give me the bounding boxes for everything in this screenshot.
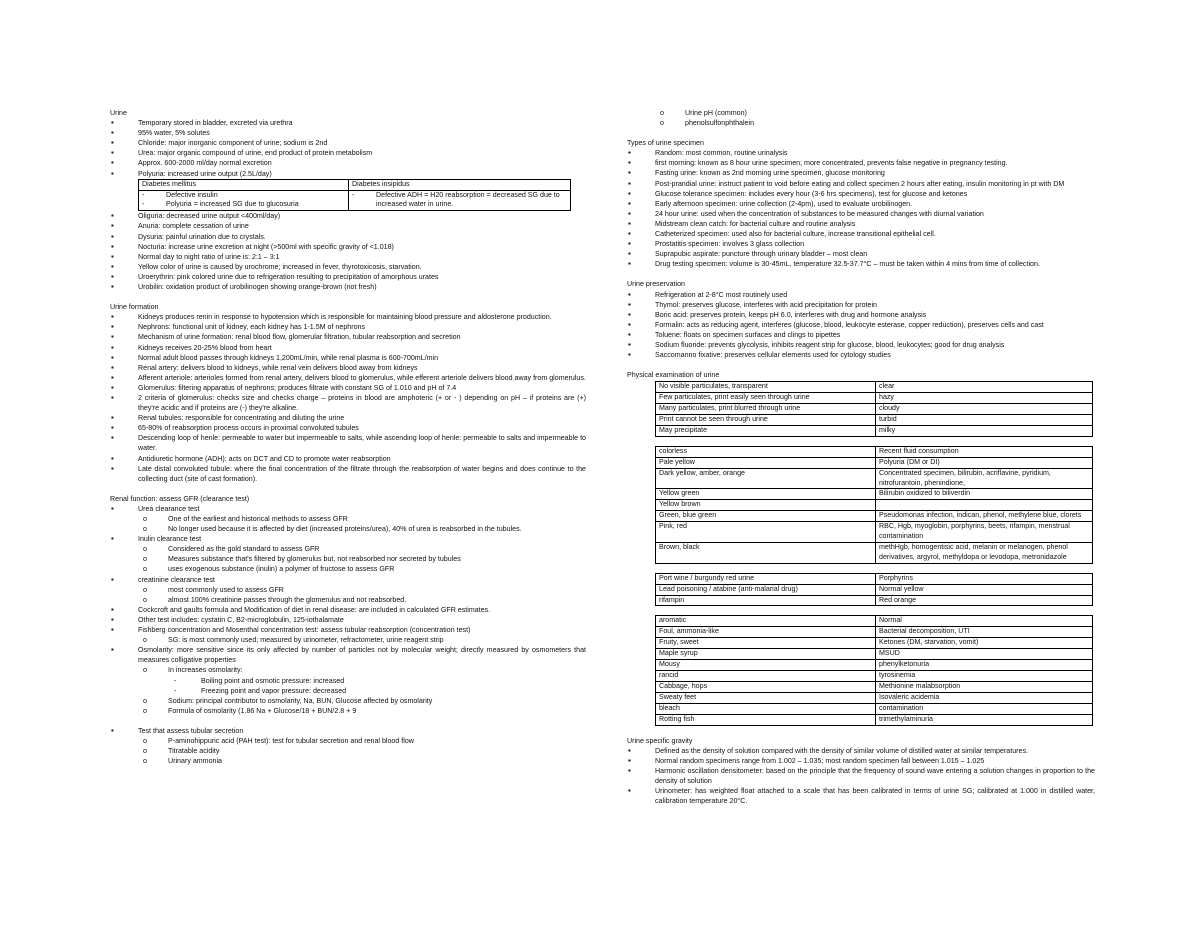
sub-sub-item: - Boiling point and osmotic pressure: increased [110,676,586,686]
table-cell: - Defective insulin - Polyuria = increased SG due to glucosuria [139,190,349,211]
sub-item: o phenolsulfonphthalein [627,118,1095,128]
list-item: ▪ Approx. 600-2000 ml/day normal excretion [110,158,586,168]
list-item: ▪ creatinine clearance test [110,575,586,585]
list-item: ▪ 2 criteria of glomerulus: checks size and checks charge – proteins in blood are amphoteric (+ or - ) depending on pH – if proteins are (+) they're acidic and if proteins are (-) they're alkaline. [110,393,586,413]
urine-list [110,118,586,179]
sub-item: o Sodium: principal contributor to osmolarity, Na, BUN, Glucose affected by osmolarity [110,696,586,706]
sub-item: o Formula of osmolarity (1.86 Na + Glucose/18 + BUN/2.8 + 9 [110,706,586,716]
color2-table [655,573,1093,607]
list-item: ▪ Test that assess tubular secretion [110,726,586,736]
table-cell: Maple syrup [656,649,876,660]
list-item: ▪ Glomerulus: filtering apparatus of nephrons; produces filtrate with constant SG of 1.010 and pH of 7.4 [110,383,586,393]
sub-item: o One of the earliest and historical methods to assess GFR [110,514,586,524]
table-cell: colorless [656,446,876,457]
sub-item: o SG: is most commonly used; measured by urinometer, refractometer, urine reagent strip [110,635,586,645]
table-cell: Brown, black [656,542,876,563]
specimen-list [627,148,1095,269]
sub-item: o Urinary ammonia [110,756,586,766]
table-cell: Rotting fish [656,714,876,725]
left-column [110,108,586,766]
list-item: ▪ Osmolarity: more sensitive since its only affected by number of particles not by molecular weight; directly measured by osmometers that measures colligative properties [110,645,586,665]
table-cell: turbid [876,414,1093,425]
table-cell: Many particulates, print blurred through urine [656,404,876,415]
list-item: ▪ Boric acid: preserves protein, keeps pH 6.0, interferes with drug and hormone analysis [627,310,1095,320]
list-item: ▪ Urea: major organic compound of urine, end product of protein metabolism [110,148,586,158]
table-cell: - Defective ADH = H20 reabsorption = decreased SG due to increased water in urine. [349,190,571,211]
table-cell: contamination [876,703,1093,714]
table-header: Diabetes insipidus [349,179,571,190]
list-item: ▪ first morning: known as 8 hour urine specimen; more concentrated, prevents false negative in pregnancy testing. [627,158,1095,168]
list-item: ▪ Normal day to night ratio of urine is: 2:1 – 3:1 [110,252,586,262]
list-item: ▪ Formalin: acts as reducing agent, interferes (glucose, blood, leukocyte esterase, copper reduction), preserves cells and cast [627,320,1095,330]
table-cell: MSUD [876,649,1093,660]
list-item: ▪ Kidneys produces renin in response to hypotension which is responsible for maintaining blood pressure and aldosterone production. [110,312,586,322]
list-item: ▪ Fishberg concentration and Mosenthal concentration test: assess tubular reabsorption (concentration test) [110,625,586,635]
sub-item: o almost 100% creatinine passes through the glomerulus and not reabsorbed. [110,595,586,605]
list-item: ▪ Midstream clean catch: for bacterial culture and routine analysis [627,219,1095,229]
table-cell: Yellow brown [656,500,876,511]
urine-list-2 [110,211,586,292]
list-item: ▪ Urea clearance test [110,504,586,514]
table-row [656,414,1093,425]
table-cell: rancid [656,671,876,682]
sub-item: o most commonly used to assess GFR [110,585,586,595]
list-item: ▪ Yellow color of urine is caused by urochrome; increased in fever, thyrotoxicosis, starvation. [110,262,586,272]
table-row [656,595,1093,606]
table-cell: bleach [656,703,876,714]
list-item: ▪ Oliguria: decreased urine output <400ml/day) [110,211,586,221]
list-item: ▪ 24 hour urine: used when the concentration of substances to be measured changes with diurnal variation [627,209,1095,219]
table-row [656,703,1093,714]
section-heading-formation: Urine formation [110,303,159,312]
list-item: ▪ Early afternoon specimen: urine collection (2-4pm), used to evaluate urobilinogen. [627,199,1095,209]
table-cell: Bilirubin oxidized to biliverdin [876,489,1093,500]
table-row [656,522,1093,543]
table-row [656,542,1093,563]
list-item: ▪ Chloride: major inorganic component of urine; sodium is 2nd [110,138,586,148]
table-cell: Normal yellow [876,584,1093,595]
table-row [656,573,1093,584]
list-item: ▪ Toluene: floats on specimen surfaces and clings to pipettes [627,330,1095,340]
sub-item: o Titratable acidity [110,746,586,756]
table-row [656,489,1093,500]
list-item: ▪ Descending loop of henle: permeable to water but impermeable to salts, while ascending loop of henle: permeable to salts and impermeable to water. [110,433,586,453]
sub-sub-item: - Freezing point and vapor pressure: decreased [110,686,586,696]
section-heading-renal: Renal function: assess GFR (clearance test) [110,494,250,503]
list-item: ▪ Afferent arteriole: arterioles formed from renal artery, delivers blood to glomerulus, while efferent arteriole delivers blood away from glomerulus. [110,373,586,383]
sub-item: o Considered as the gold standard to assess GFR [110,544,586,554]
table-cell: Few particulates, print easily seen through urine [656,393,876,404]
list-item: ▪ Fasting urine: known as 2nd morning urine specimen, glucose monitoring [627,168,1095,178]
list-item: ▪ Dysuria: painful urination due to crystals. [110,232,586,242]
diabetes-table [138,179,571,212]
renal-list [110,504,586,716]
formation-list [110,312,586,484]
tubular-list [110,726,586,766]
table-cell: Normal [876,616,1093,627]
table-cell: Cabbage, hops [656,681,876,692]
section-heading-sg: Urine specific gravity [627,736,693,745]
table-cell: Red orange [876,595,1093,606]
list-item: ▪ Uroerythrin: pink colored urine due to refrigeration resulting to precipitation of amorphous urates [110,272,586,282]
table-cell: tyrosinemia [876,671,1093,682]
list-item: ▪ Renal tubules: responsible for concentrating and diluting the urine [110,413,586,423]
table-row [656,393,1093,404]
list-item: ▪ Other test includes: cystatin C, B2-microglobulin, 125-iothalamate [110,615,586,625]
table-cell: Print cannot be seen through urine [656,414,876,425]
right-top-list [627,108,1095,128]
list-item: ▪ Late distal convoluted tubule: where the final concentration of the filtrate through the reabsorption of water begins and does continue to the collecting duct (site of cast formation). [110,464,586,484]
list-item: ▪ Harmonic oscillation densitometer: based on the principle that the frequency of sound wave entering a solution changes in proportion to the density of solution [627,766,1095,786]
list-item: ▪ 65-80% of reabsorption process occurs in proximal convoluted tubules [110,423,586,433]
table-row [656,671,1093,682]
section-heading-physical: Physical examination of urine [627,371,720,380]
list-item: ▪ Kidneys receives 20-25% blood from heart [110,343,586,353]
table-cell: Pale yellow [656,457,876,468]
table-cell: Isovaleric acidemia [876,692,1093,703]
table-cell: aromatic [656,616,876,627]
table-cell: clear [876,382,1093,393]
table-cell: rifampin [656,595,876,606]
table-cell: Recent fluid consumption [876,446,1093,457]
list-item: ▪ Anuria: complete cessation of urine [110,221,586,231]
cell-text: Defective ADH = H20 reabsorption = decreased SG due to increased water in urine. [376,190,560,209]
table-cell: Methionine malabsorption [876,681,1093,692]
table-cell: Port wine / burgundy red urine [656,573,876,584]
table-cell: milky [876,425,1093,436]
table-row [656,500,1093,511]
odor-table [655,615,1093,725]
table-cell: Polyuria (DM or DI) [876,457,1093,468]
table-cell: RBC, Hgb, myoglobin, porphyrins, beets, rifampin, menstrual contamination [876,522,1093,543]
table-cell: Yellow green [656,489,876,500]
list-item: ▪ Inulin clearance test [110,534,586,544]
table-row [656,714,1093,725]
list-item: ▪ Post-prandial urine: instruct patient to void before eating and collect specimen 2 hours after eating, insulin monitoring in pt with DM [627,179,1095,189]
table-cell: hazy [876,393,1093,404]
table-row [656,627,1093,638]
list-item: ▪ 95% water, 5% solutes [110,128,586,138]
list-item: ▪ Nocturia: increase urine excretion at night (>500ml with specific gravity of <1.018) [110,242,586,252]
list-item: ▪ Catheterized specimen: used also for bacterial culture, increase transitional epithelial cell. [627,229,1095,239]
list-item: ▪ Defined as the density of solution compared with the density of similar volume of distilled water at similar temperatures. [627,746,1095,756]
list-item: ▪ Prostatitis specimen: involves 3 glass collection [627,239,1095,249]
table-row [656,404,1093,415]
sg-list [627,746,1095,807]
right-column [627,108,1095,806]
table-cell: Green, blue green [656,511,876,522]
list-item: ▪ Sodium fluoride: prevents glycolysis, inhibits reagent strip for glucose, blood, leukocytes; good for drug analysis [627,340,1095,350]
list-item: ▪ Glucose tolerance specimen: includes every hour (3-6 hrs specimens), test for glucose and ketones [627,189,1095,199]
table-row [656,468,1093,489]
table-cell: Porphyrins [876,573,1093,584]
list-item: ▪ Mechanism of urine formation: renal blood flow, glomerular filtration, tubular reabsorption and secretion [110,332,586,342]
section-heading-urine: Urine [110,109,127,117]
table-row [656,382,1093,393]
table-row [656,660,1093,671]
list-item: ▪ Polyuria: increased urine output (2.5L/day) [110,169,586,179]
list-item: ▪ Random: most common, routine urinalysis [627,148,1095,158]
sub-item: o Urine pH (common) [627,108,1095,118]
list-item: ▪ Urobilin: oxidation product of urobilinogen showing orange-brown (not fresh) [110,282,586,292]
list-item: ▪ Thymol: preserves glucose, interferes with acid precipitation for protein [627,300,1095,310]
table-cell: cloudy [876,404,1093,415]
table-cell: phenylketonuria [876,660,1093,671]
table-row [656,649,1093,660]
list-item: ▪ Normal adult blood passes through kidneys 1,200mL/min, while renal plasma is 600-700mL/min [110,353,586,363]
section-heading-preservation: Urine preservation [627,280,685,289]
table-cell: Lead poisoning / atabine (anti-malarial drug) [656,584,876,595]
table-row [656,511,1093,522]
table-cell: Mousy [656,660,876,671]
table-cell: Dark yellow, amber, orange [656,468,876,489]
table-cell: Foul, ammonia-like [656,627,876,638]
list-item: ▪ Antidiuretic hormone (ADH): acts on DCT and CD to promote water reabsorption [110,454,586,464]
list-item: ▪ Renal artery: delivers blood to kidneys, while renal vein delivers blood away from kidneys [110,363,586,373]
sub-item: o uses exogenous substance (inulin) a polymer of fructose to assess GFR [110,564,586,574]
table-row [656,425,1093,436]
table-row [656,681,1093,692]
table-row [656,457,1093,468]
table-cell: methHgb, homogentisic acid, melanin or melanogen, phenol derivatives, argyrol, methyldopa or levodopa, metronidazole [876,542,1093,563]
sub-item: o No longer used because it is affected by diet (increased proteins/urea), 40% of urea is reabsorbed in the tubules. [110,524,586,534]
list-item: ▪ Drug testing specimen: volume is 30-45mL, temperature 32.5-37.7°C – must be taken within 4 mins from time of collection. [627,259,1095,269]
cell-text: Defective insulin [166,190,218,199]
table-cell: Fruity, sweet [656,638,876,649]
table-cell: Bacterial decomposition, UTI [876,627,1093,638]
table-cell: Pink, red [656,522,876,543]
preservation-list [627,290,1095,361]
table-cell: Pseudomonas infection, indican, phenol, methylene blue, clorets [876,511,1093,522]
table-header: Diabetes mellitus [139,179,349,190]
list-item: ▪ Normal random specimens range from 1.002 – 1.035; most random specimen fall between 1.015 – 1.025 [627,756,1095,766]
section-heading-specimen: Types of urine specimen [627,139,704,148]
list-item: ▪ Refrigeration at 2-8°C most routinely used [627,290,1095,300]
sub-item: o In increases osmolarity: [110,665,586,675]
table-row [656,446,1093,457]
table-cell: May precipitate [656,425,876,436]
color-table [655,446,1093,564]
table-row [656,638,1093,649]
list-item: ▪ Temporary stored in bladder, excreted via urethra [110,118,586,128]
list-item: ▪ Saccomanno fixative: preserves cellular elements used for cytology studies [627,350,1095,360]
sub-item: o P-aminohippuric acid (PAH test): test for tubular secretion and renal blood flow [110,736,586,746]
list-item: ▪ Urinometer: has weighted float attached to a scale that has been calibrated in terms of urine SG; calibrated at 1.000 in distilled water, calibration temperature 20°C. [627,786,1095,806]
table-row [656,692,1093,703]
list-item: ▪ Nephrons: functional unit of kidney, each kidney has 1-1.5M of nephrons [110,322,586,332]
table-row [656,616,1093,627]
table-cell: Sweaty feet [656,692,876,703]
table-cell: trimethylaminuria [876,714,1093,725]
table-cell [876,500,1093,511]
list-item: ▪ Suprapubic aspirate: puncture through urinary bladder – most clean [627,249,1095,259]
table-row [656,584,1093,595]
list-item: ▪ Cockcroft and gaults formula and Modification of diet in renal disease: are included in calculated GFR estimates. [110,605,586,615]
table-cell: Ketones (DM, starvation, vomit) [876,638,1093,649]
clarity-table [655,381,1093,437]
cell-text: Polyuria = increased SG due to glucosuria [166,200,299,209]
sub-item: o Measures substance that's filtered by glomerulus but, not reabsorbed nor secreted by tubules [110,554,586,564]
table-cell: Concentrated specimen, bilirubin, acriflavine, pyridium, nitrofurantoin, phenindione, [876,468,1093,489]
table-cell: No visible particulates, transparent [656,382,876,393]
